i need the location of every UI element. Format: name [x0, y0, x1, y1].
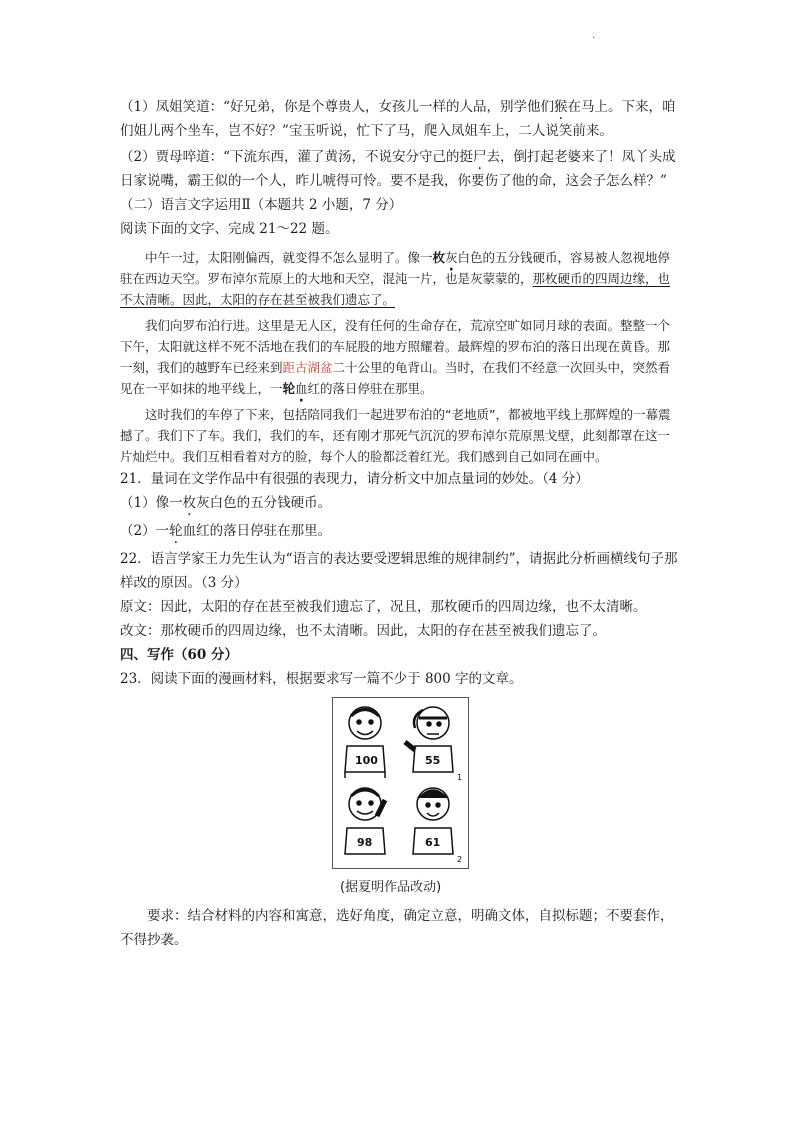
passage-paragraph-2: 我们向罗布泊行进。这里是无人区，没有任何的生命存在，荒凉空旷如同月球的表面。整整一个下午，太阳就这样不死不活地在我们的车屁股的地方照耀着。最辉煌的罗布泊的落日出现在黄昏。那一刻，我们的越野车已经来到距古湖盆二十公里的龟背山。当时，在我们不经意一次回头中，突然看见在一平如抹的地平线上，一轮血红的落日停驻在那里。 [120, 318, 671, 396]
dotted-measure-word: 枚 [432, 250, 446, 265]
writing-requirement: 要求：结合材料的内容和寓意，选好角度，确定立意，明确文体，自拟标题；不要套作，不得抄袭。 [120, 908, 674, 948]
cartoon-score-3: 98 [357, 836, 373, 849]
question-21-item-2: （2）一轮血红的落日停驻在那里。 [120, 523, 332, 539]
underlined-sentence: 那枚硬币的四周边缘，也不太清晰。因此，太阳的存在甚至被我们遗忘了。 [120, 271, 671, 307]
section-4-title: 四、写作（60 分） [120, 647, 238, 663]
question-21-item-1: （1）像一枚灰白色的五分钱硬币。 [120, 495, 332, 511]
dotted-measure-word: 轮 [169, 523, 183, 539]
question-22-stem: 22．语言学家王力先生认为“语言的表达要受逻辑思维的规律制约”，请据此分析画横线句子那样改的原因。（3 分） [120, 551, 678, 591]
question-1-text: （1）凤姐笑道：“好兄弟，你是个尊贵人，女孩儿一样的人品，别学他们猴在马上。下来，咱们姐儿两个坐车，岂不好？”宝玉听说，忙下了马，爬入凤姐车上，二人说笑前来。 [120, 99, 676, 139]
dotted-measure-word: 轮 [282, 381, 296, 396]
passage-paragraph-3: 这时我们的车停了下来，包括陪同我们一起进罗布泊的“老地质”，都被地平线上那辉煌的一幕震撼了。我们下了车。我们，我们的车，还有刚才那死气沉沉的罗布淖尔荒原黑戈壁，此刻都罩在这一片灿烂中。我们互相看着对方的脸，每个人的脸都泛着红光。我们感到自己如同在画中。 [120, 407, 671, 464]
dotted-measure-word: 枚 [182, 495, 197, 511]
cartoon-panel-label-1: 1 [457, 773, 463, 782]
cartoon-illustration [333, 698, 468, 868]
highlighted-place: 距古湖盆 [282, 360, 333, 375]
cartoon-caption: (据夏明作品改动) [340, 880, 442, 895]
document-body [120, 95, 680, 691]
question-22-revised: 改文：那枚硬币的四周边缘，也不太清晰。因此，太阳的存在甚至被我们遗忘了。 [120, 623, 606, 639]
question-21-stem: 21．量词在文学作品中有很强的表现力，请分析文中加点量词的妙处。（4 分） [120, 471, 589, 487]
section-2-title: （二）语言文字运用Ⅱ（本题共 2 小题，7 分） [120, 197, 403, 213]
reading-passage [120, 247, 680, 467]
dotted-char: 尸 [473, 149, 487, 165]
cartoon-score-2: 55 [425, 754, 441, 767]
question-23-stem: 23．阅读下面的漫画材料，根据要求写一篇不少于 800 字的文章。 [120, 671, 523, 687]
dotted-char: 猴 [554, 99, 568, 115]
cartoon-panel-label-2: 2 [457, 855, 463, 864]
question-2-text: （2）贾母啐道：“下流东西，灌了黄汤，不说安分守己的挺尸去，倒打起老婆来了！凤丫头成日家说嘴，霸王似的一个人，昨儿唬得可怜。要不是我，你要伤了他的命，这会子怎么样？” [120, 149, 676, 189]
reading-instruction: 阅读下面的文字、完成 21～22 题。 [120, 221, 339, 237]
cartoon-score-4: 61 [425, 836, 441, 849]
cartoon-image [332, 697, 469, 869]
cartoon-score-1: 100 [355, 754, 378, 767]
corner-mark: . [592, 30, 596, 41]
passage-paragraph-1: 中午一过，太阳刚偏西，就变得不怎么显明了。像一枚灰白色的五分钱硬币，容易被人忽视地停驻在西边天空。罗布淖尔荒原上的大地和天空，混沌一片，也是灰蒙蒙的，那枚硬币的四周边缘，也不太清晰。因此，太阳的存在甚至被我们遗忘了。 [120, 250, 671, 307]
question-22-original: 原文：因此，太阳的存在甚至被我们遗忘了，况且，那枚硬币的四周边缘，也不太清晰。 [120, 599, 647, 615]
cartoon-figure-1 [345, 707, 385, 778]
